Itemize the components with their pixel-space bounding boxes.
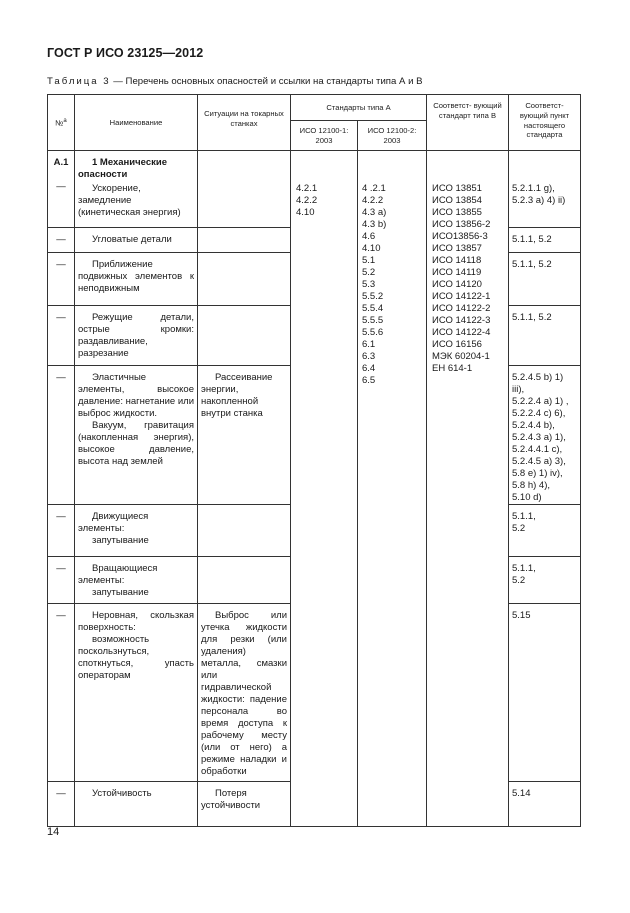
clause-ref: 5.1.1, 5.2 xyxy=(512,234,552,245)
clause-ref: 5.2 xyxy=(512,523,526,534)
table-row: — Неровная, скользкая поверхность: возможность поскользнуться, споткнуться, упасть операторам Выброс или утечка жидкости для резки (или удаления) металла, смазки или гидравлической жидкости: падение персонала во время доступа к рабочему месту (или от него) а режиме наладки и обработки 5.15 xyxy=(48,604,581,782)
header-situations: Ситуации на токарных станках xyxy=(198,95,291,151)
table-row: — Движущиеся элементы: запутывание 5.1.1, 5.2 xyxy=(48,505,581,557)
table-row: — Приближение подвижных элементов к неподвижным 5.1.1, 5.2 xyxy=(48,253,581,306)
clause-ref: 5.2.4.5 b) 1) iii), xyxy=(512,372,564,395)
clause-ref: 5.1.1, 5.2 xyxy=(512,312,552,323)
table-row: — Устойчивость Потеря устойчивости 5.14 xyxy=(48,782,581,827)
clause-ref: 5.2.1.1 g), xyxy=(512,183,555,194)
header-iso12100-1: ИСО 12100-1: 2003 xyxy=(291,121,358,151)
std-b-ref: ИСО 14122-3 xyxy=(432,315,491,326)
table-caption-label: Таблица 3 xyxy=(47,76,111,87)
iso12100-1-refs xyxy=(291,151,358,827)
iso12100-2-ref: 5.1 xyxy=(362,255,376,266)
iso12100-2-ref: 6.1 xyxy=(362,339,376,350)
row-clause xyxy=(509,151,581,228)
std-b-ref: ИСО 13851 xyxy=(432,183,482,194)
iso12100-2-list xyxy=(362,183,423,387)
clause-ref: 5.2.2.4 а) 1) , xyxy=(512,396,569,407)
header-name: Наименование xyxy=(75,95,198,151)
clause-ref: 5.2 xyxy=(512,575,526,586)
std-b-ref: ИСО 14122-1 xyxy=(432,291,491,302)
std-b-ref: МЭК 60204-1 xyxy=(432,351,490,362)
std-b-ref: ИСО 13854 xyxy=(432,195,482,206)
std-b-ref: ИСО 13856-2 xyxy=(432,219,491,230)
iso12100-2-ref: 4.10 xyxy=(362,243,381,254)
table-row: — Вращающиеся элементы: запутывание 5.1.1, 5.2 xyxy=(48,557,581,604)
header-iso12100-2: ИСО 12100-2: 2003 xyxy=(358,121,427,151)
iso12100-2-ref: 5.5.4 xyxy=(362,303,384,314)
header-std-b: Соответст- вующий стандарт типа В xyxy=(427,95,509,151)
std-b-list xyxy=(432,183,505,375)
iso12100-2-ref: 5.5.6 xyxy=(362,327,384,338)
iso12100-2-ref: 6.4 xyxy=(362,363,376,374)
std-b-ref: ИСО 13855 xyxy=(432,207,482,218)
row-num: А.1 — xyxy=(48,151,75,228)
clause-ref: 5.10 d) xyxy=(512,492,542,503)
iso12100-2-ref: 4 .2.1 xyxy=(362,183,386,194)
header-num: №$^а$ xyxy=(48,95,75,151)
std-b-ref: ИСО 14119 xyxy=(432,267,482,278)
iso12100-2-ref: 5.5.2 xyxy=(362,291,384,302)
iso12100-1-ref: 4.2.1 xyxy=(296,183,318,194)
iso12100-2-refs xyxy=(358,151,427,827)
iso12100-2-ref: 4.3 а) xyxy=(362,207,387,218)
header-std-a: Стандарты типа А xyxy=(291,95,427,121)
iso12100-2-ref: 4.3 b) xyxy=(362,219,387,230)
clause-ref: 5.15 xyxy=(512,610,531,621)
iso12100-2-ref: 4.2.2 xyxy=(362,195,384,206)
clause-ref: 5.2.4.3 а) 1), xyxy=(512,432,566,443)
std-b-ref: ЕН 614-1 xyxy=(432,363,473,374)
std-b-ref: ИСО 14122-2 xyxy=(432,303,491,314)
std-b-ref: ИСО 14118 xyxy=(432,255,482,266)
iso12100-2-ref: 4.6 xyxy=(362,231,376,242)
clause-ref: 5.2.4.4 b), xyxy=(512,420,555,431)
row-name: 1 Механические опасности Ускорение, замедление (кинетическая энергия) xyxy=(75,151,198,228)
hazards-table xyxy=(47,94,581,827)
std-b-ref: ИСО 14120 xyxy=(432,279,482,290)
clause-ref: 5.2.4.4.1 c), xyxy=(512,444,563,455)
std-b-ref: ИСО 13857 xyxy=(432,243,482,254)
clause-ref: 5.2.2.4 с) 6), xyxy=(512,408,566,419)
clause-ref: 5.1.1, xyxy=(512,511,536,522)
group-title: 1 Механические опасности xyxy=(78,157,167,180)
std-b-ref: ИСО 14122-4 xyxy=(432,327,491,338)
clause-ref: 5.2.4.5 а) 3), xyxy=(512,456,566,467)
iso12100-1-ref: 4.10 xyxy=(296,207,315,218)
clause-ref: 5.14 xyxy=(512,788,531,799)
std-b-refs xyxy=(427,151,509,827)
iso12100-2-ref: 5.2 xyxy=(362,267,376,278)
iso12100-1-list xyxy=(296,183,354,219)
row-situation xyxy=(198,151,291,228)
page-number: 14 xyxy=(47,826,60,838)
table-caption-text: — Перечень основных опасностей и ссылки на стандарты типа А и В xyxy=(110,76,423,87)
clause-ref: 5.8 h) 4), xyxy=(512,480,551,491)
clause-ref: 5.1.1, xyxy=(512,563,536,574)
table-caption xyxy=(47,76,423,87)
iso12100-2-ref: 5.5.5 xyxy=(362,315,384,326)
table-row: — Режущие детали, острые кромки: раздавливание, разрезание 5.1.1, 5.2 xyxy=(48,306,581,366)
iso12100-2-ref: 6.5 xyxy=(362,375,376,386)
iso12100-2-ref: 6.3 xyxy=(362,351,376,362)
header-clause: Соответст- вующий пункт настоящего стандарта xyxy=(509,95,581,151)
std-b-ref: ИСО13856-3 xyxy=(432,231,488,242)
iso12100-1-ref: 4.2.2 xyxy=(296,195,318,206)
table-row: — Эластичные элементы, высокое давление: нагнетание или выброс жидкости. Вакуум, гравитация (накопленная энергия), высокое давление, высота над землей Рассеивание энергии, накопленной внутри станка 5.2.4.5 b) 1) iii), 5.2.2.4 а) 1) , 5.2.2.4 с) 6), 5.2.4.4 b), 5.2.4.3 а) 1), 5.2.4.4.1 c), 5.2.4.5 а) 3), 5.8 е) 1) iv), 5.8 h) 4), 5.10 d) xyxy=(48,366,581,505)
document-header: ГОСТ Р ИСО 23125—2012 xyxy=(47,46,204,60)
table-row xyxy=(48,151,581,228)
group-num: А.1 xyxy=(53,157,69,168)
clause-ref: 5.1.1, 5.2 xyxy=(512,259,552,270)
std-b-ref: ИСО 16156 xyxy=(432,339,482,350)
table-row: — Угловатые детали 5.1.1, 5.2 xyxy=(48,228,581,253)
iso12100-2-ref: 5.3 xyxy=(362,279,376,290)
clause-ref: 5.2.3 а) 4) ii) xyxy=(512,195,566,206)
clause-ref: 5.8 е) 1) iv), xyxy=(512,468,563,479)
